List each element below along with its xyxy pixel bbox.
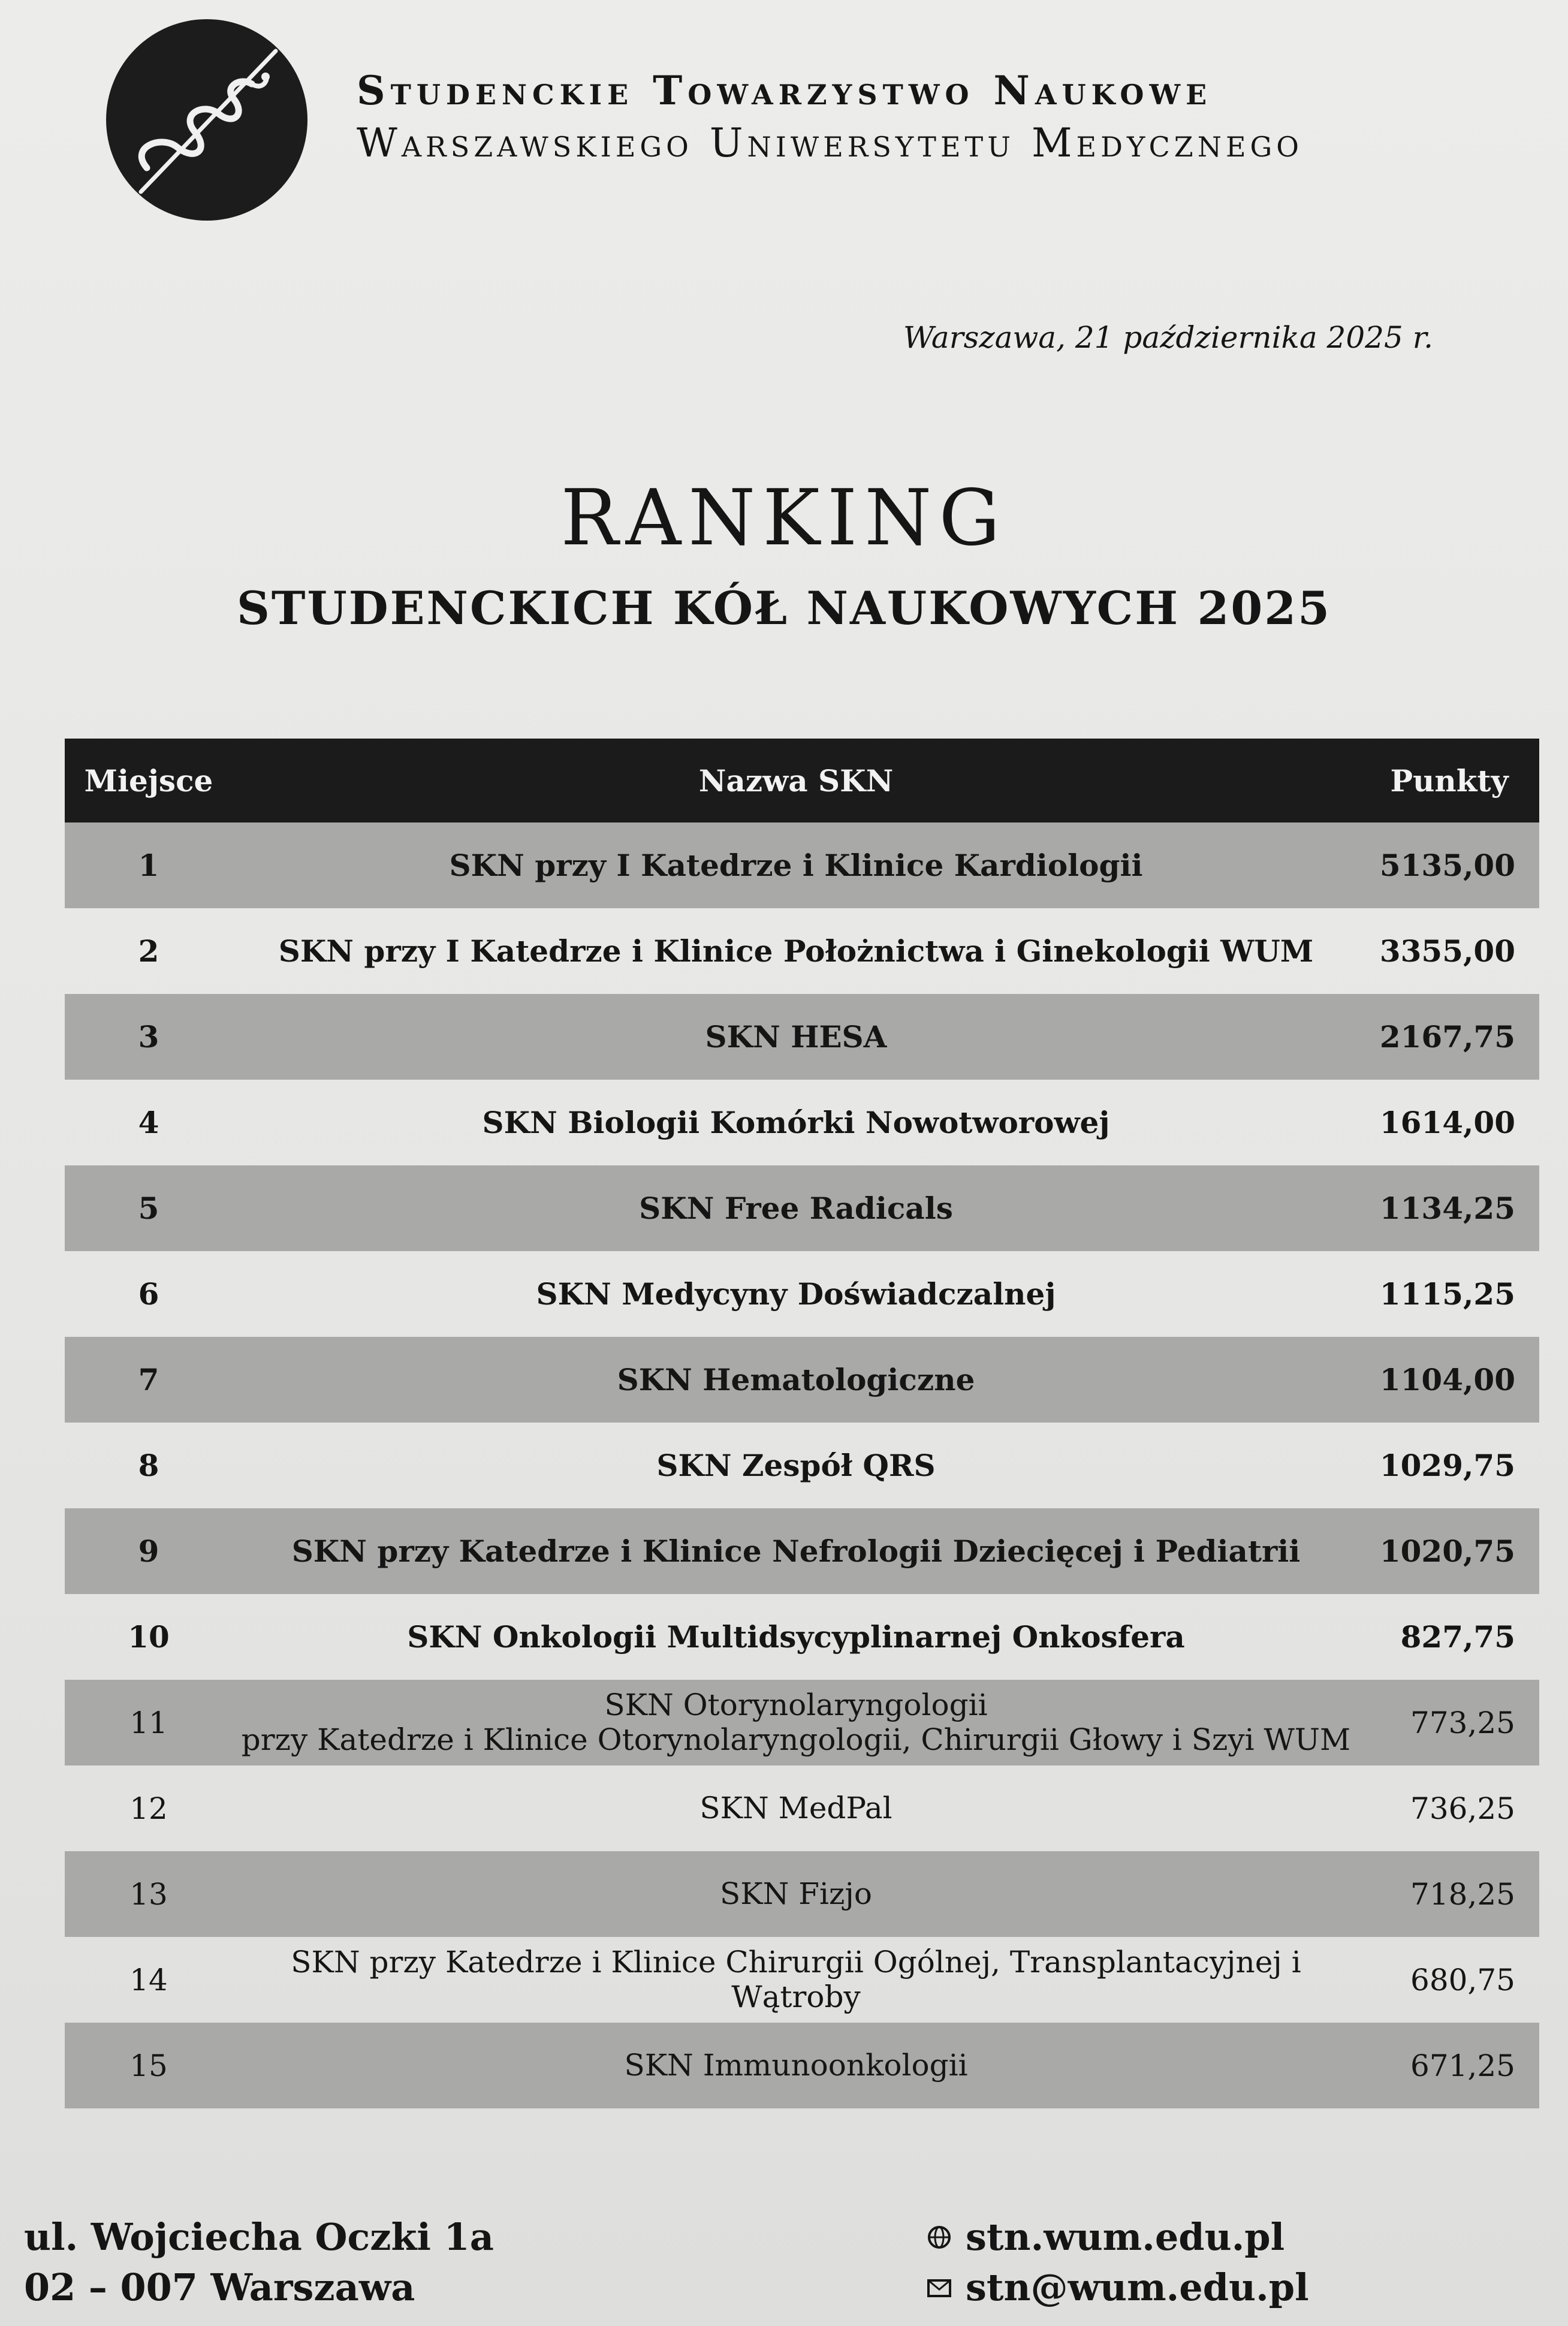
header-name: Nazwa SKN (698, 763, 894, 799)
address-line1: ul. Wojciecha Oczki 1a (24, 2215, 494, 2259)
row-place: 11 (129, 1705, 168, 1740)
page-title: RANKING (560, 474, 1008, 563)
row-name: SKN przy I Katedrze i Klinice Położnictwa i Ginekologii WUM (278, 933, 1314, 969)
org-name-line1: Studenckie Towarzystwo Naukowe (357, 67, 1213, 114)
row-name (233, 1688, 1359, 1757)
row-name: SKN przy Katedrze i Klinice Nefrologii Dziecięcej i Pediatrii (291, 1533, 1301, 1569)
row-name-line2: przy Katedrze i Klinice Otorynolaryngologii, Chirurgii Głowy i Szyi WUM (241, 1722, 1351, 1757)
caduceus-serpent-icon (105, 18, 309, 222)
table-row (65, 1165, 1539, 1251)
envelope-icon (926, 2274, 952, 2301)
website-link[interactable] (926, 2212, 1309, 2262)
row-name: SKN Biologii Komórki Nowotworowej (482, 1104, 1110, 1140)
header-place: Miejsce (84, 763, 213, 799)
row-place: 4 (138, 1105, 159, 1140)
row-points: 1029,75 (1379, 1448, 1515, 1483)
row-name: SKN przy I Katedrze i Klinice Kardiologii (449, 847, 1143, 883)
row-place: 5 (138, 1191, 159, 1226)
row-place: 14 (129, 1962, 168, 1997)
organization-name (357, 67, 1495, 166)
row-points: 1134,25 (1379, 1191, 1515, 1226)
footer-address (24, 2212, 494, 2312)
row-name: SKN Zespół QRS (656, 1447, 936, 1483)
table-row (65, 1765, 1539, 1851)
row-place: 13 (129, 1876, 168, 1912)
row-name: SKN Free Radicals (639, 1190, 953, 1226)
row-name: SKN przy Katedrze i Klinice Chirurgii Ogólnej, Transplantacyjnej i Wątroby (291, 1945, 1301, 2014)
row-place: 10 (128, 1619, 170, 1655)
table-row (65, 1851, 1539, 1937)
row-points: 680,75 (1410, 1962, 1515, 1997)
row-name: SKN Immunoonkologii (624, 2047, 968, 2083)
row-points: 1115,25 (1379, 1276, 1515, 1312)
row-name: SKN MedPal (699, 1790, 892, 1825)
table-row (65, 1680, 1539, 1765)
table-row (65, 1423, 1539, 1508)
row-points: 671,25 (1410, 2048, 1515, 2083)
table-row (65, 822, 1539, 908)
document-date: Warszawa, 21 października 2025 r. (903, 320, 1433, 355)
header-points: Punkty (1390, 763, 1509, 799)
row-name-line1: SKN Otorynolaryngologii (604, 1688, 988, 1722)
row-points: 736,25 (1410, 1791, 1515, 1826)
row-points: 827,75 (1400, 1619, 1515, 1655)
page-subtitle: STUDENCKICH KÓŁ NAUKOWYCH 2025 (237, 582, 1331, 635)
email-link[interactable] (926, 2262, 1309, 2313)
footer-contact (926, 2212, 1309, 2312)
row-place: 12 (129, 1791, 168, 1826)
row-name: SKN Onkologii Multidsycyplinarnej Onkosfera (407, 1619, 1185, 1655)
table-row (65, 1937, 1539, 2023)
row-place: 3 (138, 1019, 159, 1054)
table-row (65, 1594, 1539, 1680)
org-name-line2: Warszawskiego Uniwersytetu Medycznego (357, 120, 1304, 166)
row-place: 6 (138, 1276, 159, 1312)
row-points: 1614,00 (1379, 1105, 1515, 1140)
address-line2: 02 – 007 Warszawa (24, 2265, 415, 2309)
website-text[interactable]: stn.wum.edu.pl (966, 2215, 1285, 2259)
table-row (65, 2023, 1539, 2108)
row-points: 2167,75 (1379, 1019, 1515, 1054)
row-place: 8 (138, 1448, 159, 1483)
table-row (65, 1337, 1539, 1423)
ranking-table (65, 739, 1539, 2108)
row-points: 3355,00 (1379, 933, 1515, 969)
row-name: SKN HESA (705, 1019, 887, 1054)
row-place: 7 (138, 1362, 159, 1397)
row-points: 1104,00 (1379, 1362, 1515, 1397)
row-points: 773,25 (1410, 1705, 1515, 1740)
row-points: 1020,75 (1379, 1533, 1515, 1569)
row-points: 718,25 (1410, 1876, 1515, 1912)
row-place: 2 (138, 933, 159, 969)
table-row (65, 908, 1539, 994)
row-name: SKN Fizjo (720, 1876, 872, 1911)
row-points: 5135,00 (1379, 848, 1515, 883)
table-row (65, 1508, 1539, 1594)
row-name: SKN Hematologiczne (617, 1361, 975, 1397)
row-place: 9 (138, 1533, 159, 1569)
table-row (65, 994, 1539, 1080)
table-header (65, 739, 1539, 822)
table-row (65, 1080, 1539, 1165)
row-place: 15 (129, 2048, 168, 2083)
row-name: SKN Medycyny Doświadczalnej (536, 1276, 1056, 1312)
email-text[interactable]: stn@wum.edu.pl (966, 2265, 1309, 2309)
globe-icon (926, 2224, 952, 2250)
row-place: 1 (138, 848, 159, 883)
table-row (65, 1251, 1539, 1337)
